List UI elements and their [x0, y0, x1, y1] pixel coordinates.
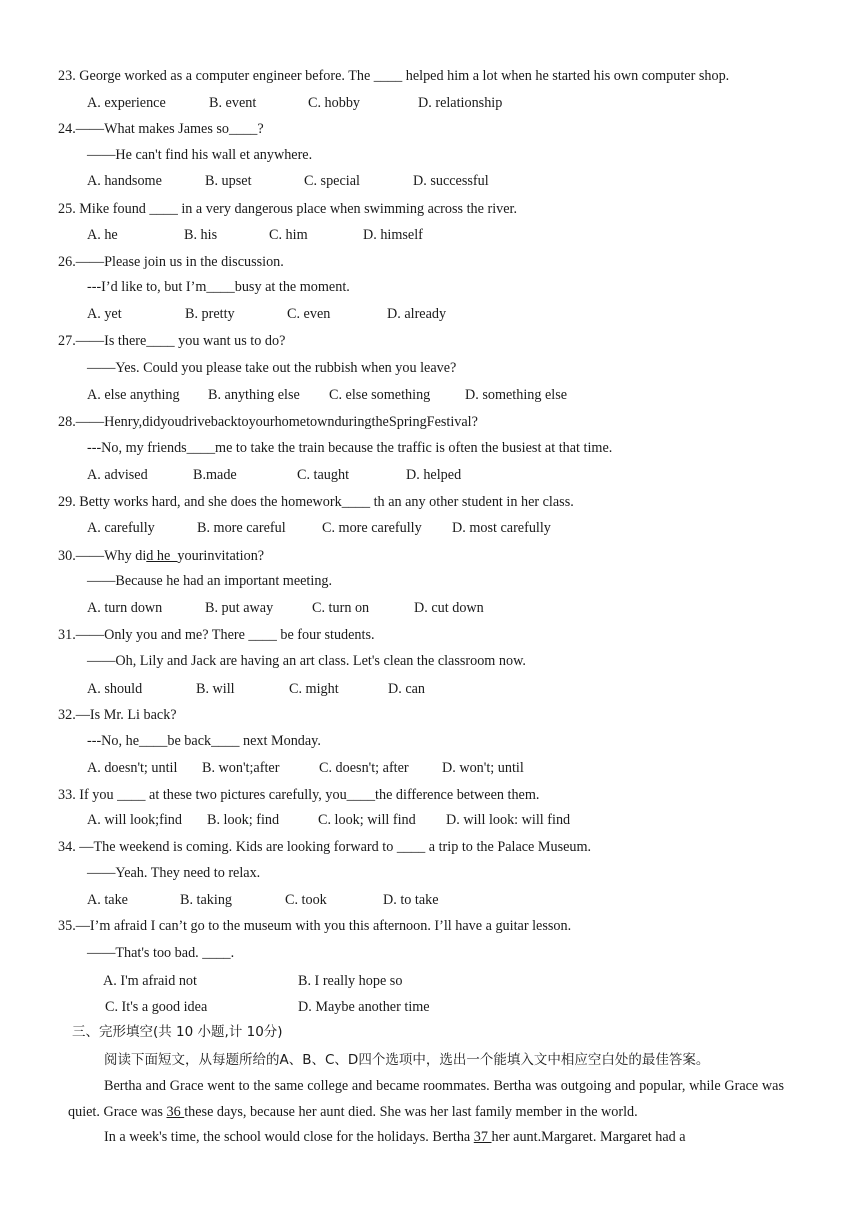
stem-text: 30.——Why di — [58, 548, 147, 564]
question-34-stem: 34. —The weekend is coming. Kids are looking forward to ____ a trip to the Palace Museum. — [58, 839, 592, 855]
option-a: A. experience — [87, 95, 166, 111]
option-c: C. look; will find — [318, 812, 416, 828]
option-c: C. might — [289, 681, 339, 697]
option-a: A. else anything — [87, 387, 180, 403]
option-a: A. will look;find — [87, 812, 182, 828]
option-a: A. carefully — [87, 520, 155, 536]
question-26-reply: ---I’d like to, but I’m____busy at the moment. — [87, 279, 350, 295]
passage-paragraph-1 — [68, 1074, 784, 1125]
option-a: A. yet — [87, 306, 122, 322]
option-b: B.made — [193, 467, 237, 483]
option-a: A. advised — [87, 467, 148, 483]
option-c: C. else something — [329, 387, 431, 403]
question-35-reply: ——That's too bad. ____. — [87, 945, 235, 961]
option-d: D. relationship — [418, 95, 503, 111]
option-a: A. should — [87, 681, 143, 697]
question-29-stem: 29. Betty works hard, and she does the homework____ th an any other student in her class. — [58, 494, 574, 510]
question-28-stem: 28.——Henry,didyoudrivebacktoyourhometownduringtheSpringFestival? — [58, 414, 478, 430]
option-d: D. successful — [413, 173, 489, 189]
option-b: B. anything else — [208, 387, 300, 403]
question-30-reply: ——Because he had an important meeting. — [87, 573, 333, 589]
passage-text: her aunt.Margaret. Margaret had a — [491, 1129, 686, 1145]
question-24-reply: ——He can't find his wall et anywhere. — [87, 147, 313, 163]
option-b: B. event — [209, 95, 257, 111]
option-a: A. turn down — [87, 600, 163, 616]
option-c: C. him — [269, 227, 308, 243]
question-27-reply: ——Yes. Could you please take out the rubbish when you leave? — [87, 360, 457, 376]
question-34-reply: ——Yeah. They need to relax. — [87, 865, 261, 881]
option-a: A. handsome — [87, 173, 162, 189]
option-b: B. pretty — [185, 306, 235, 322]
option-a: A. he — [87, 227, 118, 243]
option-d: D. will look: will find — [446, 812, 571, 828]
question-30-stem — [58, 547, 264, 565]
blank-37: 37 — [473, 1129, 492, 1145]
option-d: D. helped — [406, 467, 462, 483]
section-heading: 三、完形填空(共 10 小题,计 10分) — [72, 1024, 283, 1040]
stem-text: yourinvitation? — [177, 548, 265, 564]
option-a: A. take — [87, 892, 128, 908]
option-d: D. most carefully — [452, 520, 551, 536]
option-d: D. Maybe another time — [298, 999, 430, 1015]
option-c: C. hobby — [308, 95, 361, 111]
passage-paragraph-2 — [68, 1125, 784, 1151]
blank-36: 36 — [166, 1103, 185, 1120]
question-33-stem: 33. If you ____ at these two pictures carefully, you____the difference between them. — [58, 787, 540, 803]
question-26-stem: 26.——Please join us in the discussion. — [58, 254, 284, 270]
passage-text: these days, because her aunt died. She was her last family member in the world. — [184, 1103, 638, 1120]
option-b: B. look; find — [207, 812, 280, 828]
option-c: C. more carefully — [322, 520, 422, 536]
question-24-stem: 24.——What makes James so____? — [58, 121, 264, 137]
option-c: C. turn on — [312, 600, 370, 616]
option-d: D. to take — [383, 892, 439, 908]
question-31-reply: ——Oh, Lily and Jack are having an art class. Let's clean the classroom now. — [87, 653, 526, 669]
option-b: B. taking — [180, 892, 233, 908]
option-a: A. doesn't; until — [87, 760, 178, 776]
passage-text: Bertha and Grace went to the same college and became roommates. Bertha was outgoing and popular, while Grace was quiet. Grace was — [68, 1078, 784, 1120]
option-d: D. already — [387, 306, 447, 322]
option-c: C. doesn't; after — [319, 760, 409, 776]
option-a: A. I'm afraid not — [103, 973, 197, 989]
option-d: D. cut down — [414, 600, 484, 616]
question-32-reply: ---No, he____be back____ next Monday. — [87, 733, 321, 749]
option-c: C. taught — [297, 467, 350, 483]
question-28-reply: ---No, my friends____me to take the train because the traffic is often the busiest at that time. — [87, 440, 613, 456]
question-35-stem: 35.—I’m afraid I can’t go to the museum with you this afternoon. I’ll have a guitar lesson. — [58, 918, 572, 934]
option-b: B. put away — [205, 600, 274, 616]
question-31-stem: 31.——Only you and me? There ____ be four students. — [58, 627, 375, 643]
question-32-stem: 32.—Is Mr. Li back? — [58, 707, 177, 723]
option-d: D. something else — [465, 387, 568, 403]
option-d: D. won't; until — [442, 760, 524, 776]
section-instruction: 阅读下面短文，从每题所给的A、B、C、D四个选项中，选出一个能填入文中相应空白处的最佳答案。 — [104, 1052, 710, 1068]
question-27-stem: 27.——Is there____ you want us to do? — [58, 333, 286, 349]
option-b: B. more careful — [197, 520, 286, 536]
option-b: B. his — [184, 227, 218, 243]
option-c: C. special — [304, 173, 360, 189]
option-b: B. will — [196, 681, 235, 697]
question-25-stem: 25. Mike found ____ in a very dangerous place when swimming across the river. — [58, 201, 518, 217]
passage-text: In a week's time, the school would close for the holidays. Bertha — [104, 1129, 474, 1145]
option-b: B. I really hope so — [298, 973, 403, 989]
option-b: B. won't;after — [202, 760, 280, 776]
option-d: D. himself — [363, 227, 423, 243]
option-c: C. took — [285, 892, 327, 908]
option-d: D. can — [388, 681, 426, 697]
stem-underlined: d he — [146, 548, 178, 564]
question-23-stem: 23. George worked as a computer engineer before. The ____ helped him a lot when he started his own computer shop. — [58, 68, 730, 84]
option-c: C. It's a good idea — [105, 999, 208, 1015]
option-c: C. even — [287, 306, 331, 322]
option-b: B. upset — [205, 173, 252, 189]
